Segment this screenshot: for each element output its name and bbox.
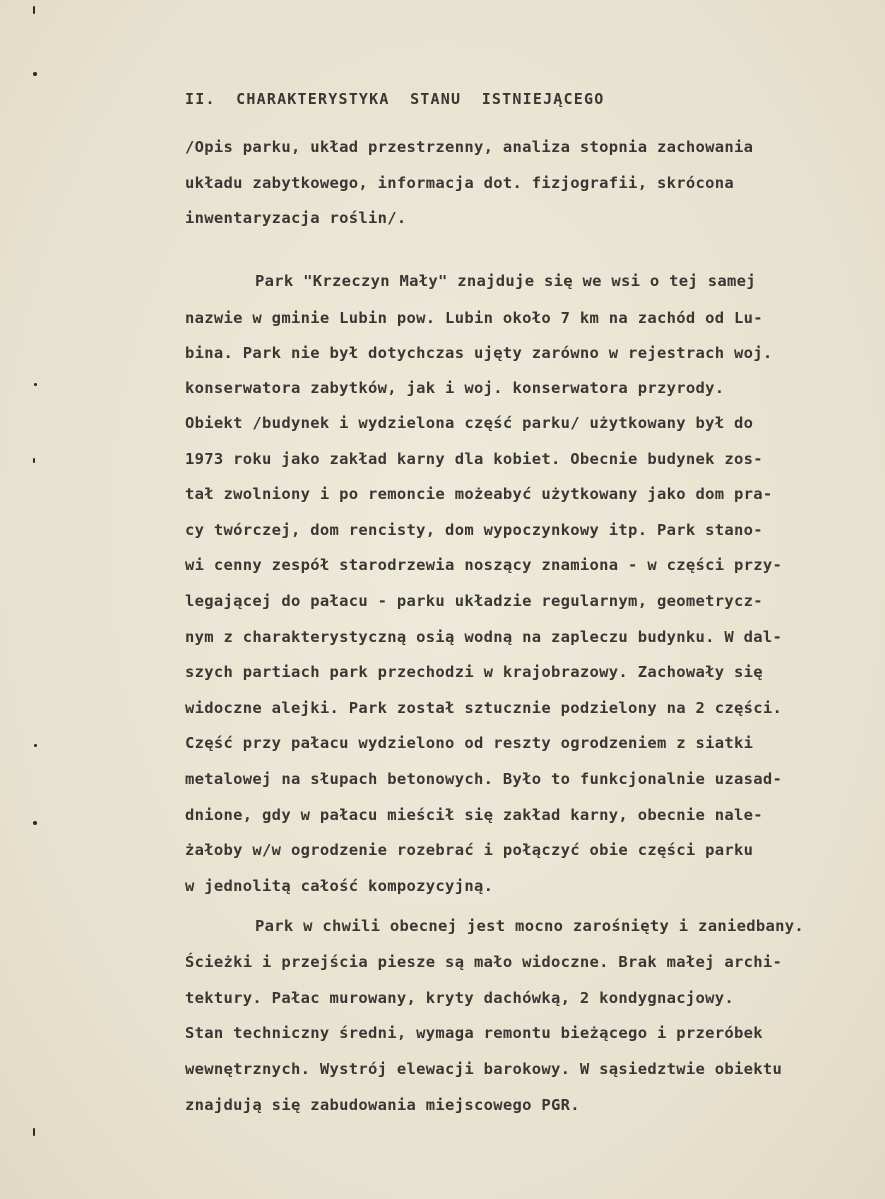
text-line: tektury. Pałac murowany, kryty dachówką, 2 kondygnacjowy. — [185, 989, 735, 1007]
margin-mark — [33, 6, 35, 14]
margin-mark — [33, 458, 35, 463]
text-line: w jednolitą całość kompozycyjną. — [185, 877, 494, 895]
text-line: bina. Park nie był dotychczas ujęty zarówno w rejestrach woj. — [185, 344, 773, 362]
text-line: nym z charakterystyczną osią wodną na zapleczu budynku. W dal- — [185, 628, 783, 646]
margin-mark — [34, 383, 37, 386]
text-line: nazwie w gminie Lubin pow. Lubin około 7 km na zachód od Lu- — [185, 309, 763, 327]
subtitle-line: układu zabytkowego, informacja dot. fizjografii, skrócona — [185, 174, 735, 192]
text-line: legającej do pałacu - parku układzie regularnym, geometrycz- — [185, 592, 763, 610]
text-line: Park "Krzeczyn Mały" znajduje się we wsi o tej samej — [255, 272, 756, 290]
margin-mark — [33, 1128, 35, 1136]
text-line: wewnętrznych. Wystrój elewacji barokowy. W sąsiedztwie obiektu — [185, 1060, 783, 1078]
section-heading: II. CHARAKTERYSTYKA STANU ISTNIEJĄCEGO — [185, 90, 605, 108]
margin-mark — [33, 72, 37, 76]
text-line: znajdują się zabudowania miejscowego PGR. — [185, 1096, 580, 1114]
text-line: wi cenny zespół starodrzewia noszący znamiona - w części przy- — [185, 556, 783, 574]
text-line: Stan techniczny średni, wymaga remontu bieżącego i przeróbek — [185, 1024, 763, 1042]
subtitle-line: /Opis parku, układ przestrzenny, analiza stopnia zachowania — [185, 138, 754, 156]
text-line: tał zwolniony i po remoncie możeabyć użytkowany jako dom pra- — [185, 485, 773, 503]
text-line: Obiekt /budynek i wydzielona część parku/ użytkowany był do — [185, 414, 754, 432]
text-line: cy twórczej, dom rencisty, dom wypoczynkowy itp. Park stano- — [185, 521, 763, 539]
text-line: Park w chwili obecnej jest mocno zarośnięty i zaniedbany. — [255, 917, 805, 935]
text-line: Ścieżki i przejścia piesze są mało widoczne. Brak małej archi- — [185, 953, 783, 971]
text-line: dnione, gdy w pałacu mieścił się zakład karny, obecnie nale- — [185, 806, 763, 824]
subtitle-line: inwentaryzacja roślin/. — [185, 209, 407, 227]
text-line: żałoby w/w ogrodzenie rozebrać i połączyć obie części parku — [185, 841, 754, 859]
text-line: szych partiach park przechodzi w krajobrazowy. Zachowały się — [185, 663, 763, 681]
margin-mark — [34, 744, 37, 747]
text-line: konserwatora zabytków, jak i woj. konserwatora przyrody. — [185, 379, 725, 397]
margin-mark — [33, 821, 37, 825]
text-line: widoczne alejki. Park został sztucznie podzielony na 2 części. — [185, 699, 783, 717]
text-line: Część przy pałacu wydzielono od reszty ogrodzeniem z siatki — [185, 734, 754, 752]
text-line: 1973 roku jako zakład karny dla kobiet. Obecnie budynek zos- — [185, 450, 763, 468]
text-line: metalowej na słupach betonowych. Było to funkcjonalnie uzasad- — [185, 770, 783, 788]
